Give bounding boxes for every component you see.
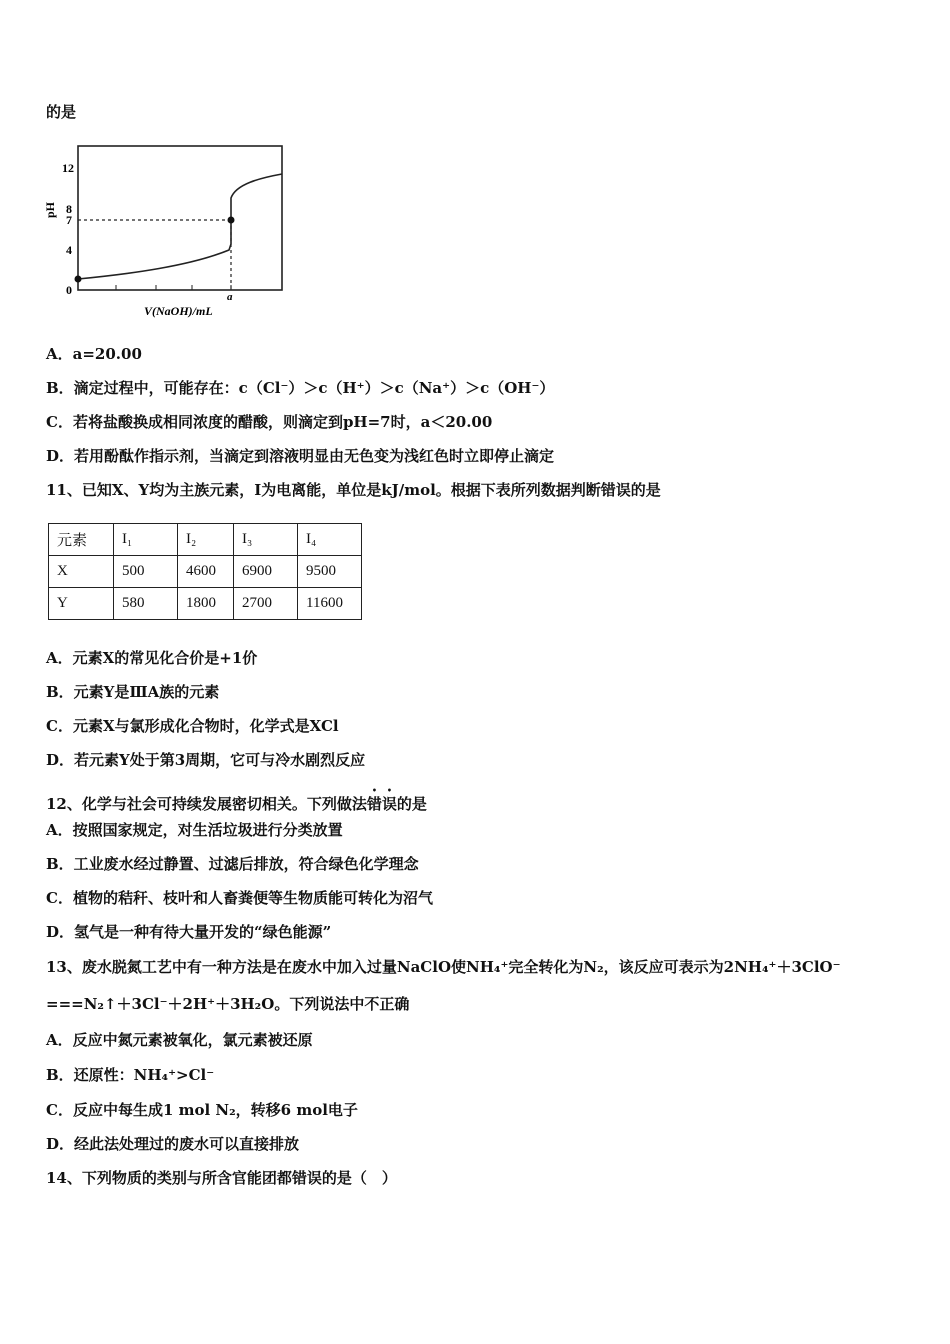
q12-option-a: A．按照国家规定，对生活垃圾进行分类放置 xyxy=(46,821,343,839)
x-mark-a: a xyxy=(227,291,233,303)
table-cell: Y xyxy=(49,588,114,620)
table-header-cell: I₃ xyxy=(234,524,298,556)
q13-option-a: A．反应中氮元素被氧化，氯元素被还原 xyxy=(46,1031,313,1049)
q11-stem: 11、已知X、Y均为主族元素，I为电离能，单位是kJ/mol。根据下表所列数据判断错误的是 xyxy=(46,481,661,499)
table-header-cell: 元素 xyxy=(49,524,114,556)
y-tick-12: 12 xyxy=(62,161,74,175)
y-tick-7: 7 xyxy=(66,213,72,227)
q12-stem xyxy=(46,785,427,814)
q12-option-b: B．工业废水经过静置、过滤后排放，符合绿色化学理念 xyxy=(46,855,419,873)
graph-frame xyxy=(78,146,282,290)
q11-option-c: C．元素X与氯形成化合物时，化学式是XCl xyxy=(46,717,339,735)
table-row xyxy=(49,556,362,588)
table-cell: 2700 xyxy=(234,588,298,620)
q12-stem-post: 的是 xyxy=(396,795,427,813)
table-cell: 4600 xyxy=(178,556,234,588)
q10-option-a: A．a=20.00 xyxy=(46,345,142,363)
table-header-row xyxy=(49,524,362,556)
q10-option-d: D．若用酚酞作指示剂，当滴定到溶液明显由无色变为浅红色时立即停止滴定 xyxy=(46,447,555,465)
q13-option-c: C．反应中每生成1 mol N₂，转移6 mol电子 xyxy=(46,1101,358,1119)
table-header-cell: I₂ xyxy=(178,524,234,556)
start-point xyxy=(75,276,82,283)
q11-option-d: D．若元素Y处于第3周期，它可与冷水剧烈反应 xyxy=(46,751,366,769)
q10-option-c: C．若将盐酸换成相同浓度的醋酸，则滴定到pH=7时，a＜20.00 xyxy=(46,413,493,431)
q11-option-a: A．元素X的常见化合价是+1价 xyxy=(46,649,258,667)
intro-fragment: 的是 xyxy=(46,103,77,121)
table-cell: 580 xyxy=(114,588,178,620)
table-header-cell: I₄ xyxy=(298,524,362,556)
table-cell: 500 xyxy=(114,556,178,588)
q12-option-d: D．氢气是一种有待大量开发的“绿色能源” xyxy=(46,923,332,941)
q12-stem-emphasis: 错误 xyxy=(366,795,397,813)
table-row xyxy=(49,588,362,620)
graph-ylabel: pH xyxy=(43,201,57,218)
titration-curve xyxy=(78,174,282,279)
graph-xlabel: V(NaOH)/mL xyxy=(144,304,213,318)
y-tick-8: 8 xyxy=(66,202,72,216)
table-cell: 9500 xyxy=(298,556,362,588)
table-cell: 6900 xyxy=(234,556,298,588)
q11-option-b: B．元素Y是ⅢA族的元素 xyxy=(46,683,220,701)
q12-stem-pre: 12、化学与社会可持续发展密切相关。下列做法 xyxy=(46,795,367,813)
y-tick-0: 0 xyxy=(66,283,72,297)
q13-option-b: B．还原性：NH₄⁺>Cl⁻ xyxy=(46,1066,215,1084)
q10-option-b: B．滴定过程中，可能存在：c（Cl⁻）＞c（H⁺）＞c（Na⁺）＞c（OH⁻） xyxy=(46,379,555,397)
q13-stem-line2: ===N₂↑＋3Cl⁻＋2H⁺＋3H₂O。下列说法中不正确 xyxy=(46,995,410,1013)
q13-stem-line1: 13、废水脱氮工艺中有一种方法是在废水中加入过量NaClO使NH₄⁺完全转化为N₂，该反应可表示为2NH₄⁺＋3ClO⁻ xyxy=(46,958,841,976)
table-header-cell: I₁ xyxy=(114,524,178,556)
equivalence-point xyxy=(228,217,235,224)
titration-curve-graph xyxy=(40,140,300,325)
table-cell: 1800 xyxy=(178,588,234,620)
ionization-energy-table xyxy=(48,523,362,620)
q12-option-c: C．植物的秸秆、枝叶和人畜粪便等生物质能可转化为沼气 xyxy=(46,889,433,907)
q14-stem: 14、下列物质的类别与所含官能团都错误的是（ ） xyxy=(46,1169,397,1187)
q13-option-d: D．经此法处理过的废水可以直接排放 xyxy=(46,1135,300,1153)
table-cell: 11600 xyxy=(298,588,362,620)
y-tick-4: 4 xyxy=(66,243,72,257)
table-cell: X xyxy=(49,556,114,588)
